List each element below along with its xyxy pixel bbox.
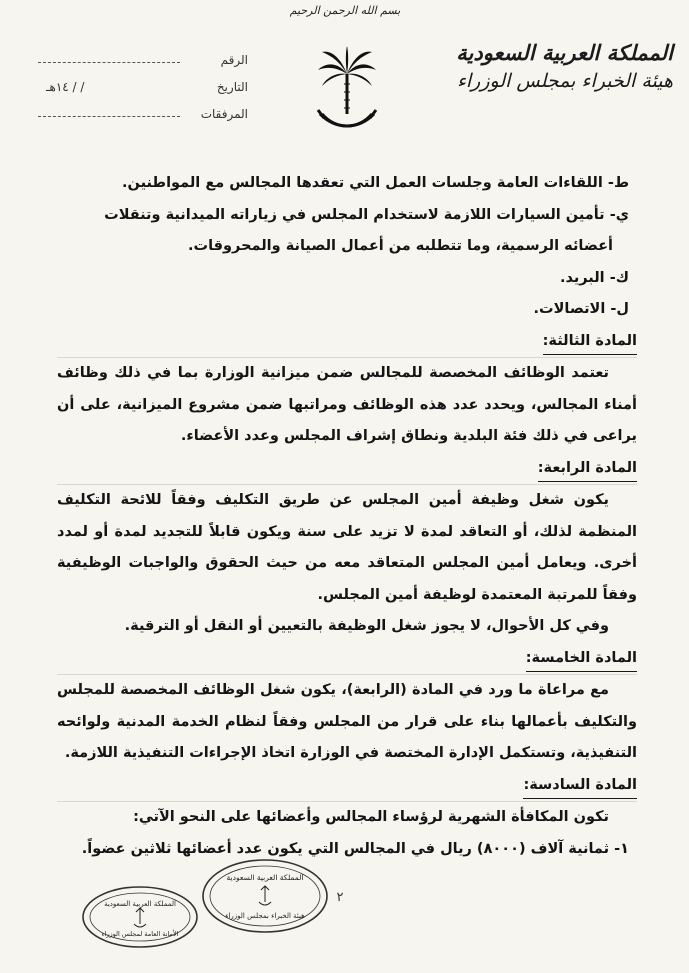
attachments-label: المرفقات bbox=[200, 107, 248, 121]
ref-line bbox=[38, 50, 180, 63]
article-heading: المادة السادسة: bbox=[523, 773, 637, 799]
document-body bbox=[57, 168, 637, 865]
article-heading-row bbox=[57, 326, 637, 359]
list-item bbox=[57, 263, 637, 295]
article-paragraph: يكون شغل وظيفة أمين المجلس عن طريق التكليف وفقاً للائحة التكليف المنظمة لذلك، أو التعاقد لمدة لا تزيد على سنة ويكون قابلاً للتجديد لمدة أو لمدد أخرى. ويعامل أمين المجلس المتعاقد معه من حيث الحقوق والواجبات الوظيفية وفقاً للمرتبة المعتمدة لوظيفة أمين المجلس. bbox=[57, 492, 637, 603]
article-heading-row bbox=[57, 643, 637, 676]
reference-block bbox=[38, 40, 248, 121]
list-marker: ط- bbox=[607, 175, 629, 191]
article-paragraph: وفي كل الأحوال، لا يجوز شغل الوظيفة بالتعيين أو النقل أو الترقية. bbox=[124, 618, 609, 634]
article-paragraph: تكون المكافأة الشهرية لرؤساء المجالس وأعضائها على النحو الآتي: bbox=[133, 809, 609, 825]
article-heading-row bbox=[57, 453, 637, 486]
date-label: التاريخ bbox=[216, 80, 248, 94]
saudi-emblem-icon bbox=[316, 44, 378, 136]
date-row bbox=[38, 67, 248, 94]
list-item: ١- ثمانية آلاف (٨٠٠٠) ريال في المجالس التي يكون عدد أعضائها ثلاثين عضواً. bbox=[81, 840, 629, 857]
article-heading-row bbox=[57, 770, 637, 803]
ref-label: الرقم bbox=[220, 53, 248, 67]
page-number: ٢ bbox=[336, 890, 344, 905]
stamp-text-bottom: الأمانة العامة لمجلس الوزراء bbox=[101, 930, 179, 938]
list-text: اللقاءات العامة وجلسات العمل التي تعقدها المجالس مع المواطنين. bbox=[122, 175, 603, 191]
authority-name: هيئة الخبراء بمجلس الوزراء bbox=[456, 70, 673, 92]
list-text: الاتصالات. bbox=[533, 301, 606, 317]
list-item bbox=[57, 168, 637, 200]
kingdom-name: المملكة العربية السعودية bbox=[456, 40, 673, 65]
article-heading: المادة الخامسة: bbox=[526, 646, 637, 672]
article-heading: المادة الرابعة: bbox=[538, 456, 637, 482]
list-marker: ي- bbox=[609, 206, 629, 223]
list-continuation: أعضائه الرسمية، وما تتطلبه من أعمال الصيانة والمحروقات. bbox=[188, 238, 613, 254]
list-item bbox=[57, 200, 637, 232]
list-text: تأمين السيارات اللازمة لاستخدام المجلس في زياراته الميدانية وتنقلات bbox=[104, 206, 605, 223]
stamp-emblem-icon bbox=[134, 908, 146, 927]
article-paragraph: تعتمد الوظائف المخصصة للمجالس ضمن ميزانية الوزارة بما في ذلك وظائف أمناء المجالس، ويحدد عدد هذه الوظائف ومراتبها ضمن مشروع الميزانية، على أن يراعى في ذلك فئة البلدية ونطاق إشراف المجلس وعدد الأعضاء. bbox=[57, 365, 637, 444]
stamp-text-bottom: هيئة الخبراء بمجلس الوزراء bbox=[225, 912, 305, 920]
official-stamp bbox=[80, 884, 200, 950]
basmala: بسم الله الرحمن الرحيم bbox=[289, 4, 401, 17]
list-text: البريد. bbox=[559, 269, 605, 286]
article-heading: المادة الثالثة: bbox=[543, 329, 637, 355]
attachments-row bbox=[38, 94, 248, 121]
stamp-text-top: المملكة العربية السعودية bbox=[226, 873, 304, 882]
letterhead-title bbox=[438, 38, 673, 94]
date-value: / / ١٤هـ bbox=[46, 80, 85, 94]
attachments-line bbox=[38, 104, 180, 117]
stamp-text-top: المملكة العربية السعودية bbox=[104, 900, 176, 908]
official-stamp bbox=[200, 856, 330, 936]
article-paragraph: مع مراعاة ما ورد في المادة (الرابعة)، يكون شغل الوظائف المخصصة للمجلس والتكليف بأعمالها بناء على قرار من المجلس وفقاً لنظام الخدمة المدنية ولوائحه التنفيذية، وتستكمل الإدارة المختصة في الوزارة اتخاذ الإجراءات التنفيذية اللازمة. bbox=[57, 682, 637, 761]
stamp-emblem-icon bbox=[259, 886, 271, 905]
ref-row bbox=[38, 40, 248, 67]
list-marker: ل- bbox=[610, 301, 629, 317]
list-item bbox=[57, 294, 637, 326]
list-marker: ك- bbox=[609, 269, 629, 286]
